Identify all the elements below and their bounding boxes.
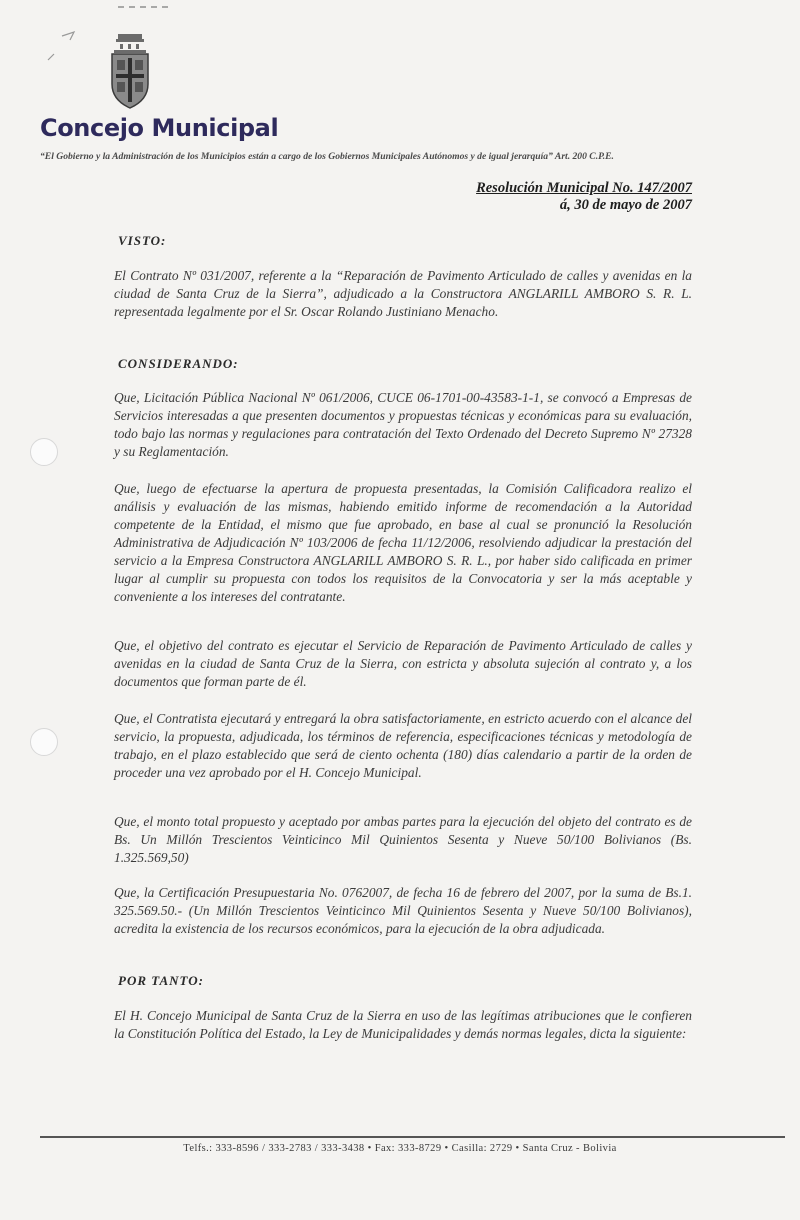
brand-title: Concejo Municipal	[40, 114, 279, 142]
section-considerando: CONSIDERANDO:	[118, 356, 239, 371]
considerando-paragraph-5: Que, el monto total propuesto y aceptado por ambas partes para la ejecución del objeto del contrato es de Bs. Un Millón Trescientos Veinticinco Mil Quinientos Sesenta y Nueve 50/100 Bolivianos (Bs. 1.325.569,50)	[114, 814, 692, 865]
considerando-paragraph-2: Que, luego de efectuarse la apertura de propuesta presentadas, la Comisión Calificadora realizo el análisis y evaluación de las mismas, habiendo emitido informe de recomendación a la Autoridad competente de la Entidad, el mismo que fue aprobado, en base al cual se pronunció la Resolución Administrativa de Adjudicación Nº 103/2006 de fecha 11/12/2006, resolviendo adjudicar la prestación del servicio a la Empresa Constructora ANGLARILL AMBORO S. R. L., por haber sido calificada en primer lugar al cumplir su propuesta con todos los requisitos de la Convocatoria y ser la más aceptable y conveniente a los intereses del contratante.	[114, 481, 692, 604]
footer-separator: •	[364, 1143, 375, 1154]
footer-casilla: Casilla: 2729	[451, 1143, 513, 1154]
section-por-tanto: POR TANTO:	[118, 973, 204, 988]
considerando-paragraph-3: Que, el objetivo del contrato es ejecutar el Servicio de Reparación de Pavimento Articulado de calles y avenidas en la ciudad de Santa Cruz de la Sierra, con estricta y absoluta sujeción al contrato y, a los documentos que forman parte de él.	[114, 638, 692, 689]
footer-divider	[40, 1136, 785, 1138]
punch-hole	[30, 438, 58, 466]
visto-paragraph: El Contrato Nº 031/2007, referente a la “Reparación de Pavimento Articulado de calles y avenidas en la ciudad de Santa Cruz de la Sierra”, adjudicado a la Constructora ANGLARILL AMBORO S. R. L. representada legalmente por el Sr. Oscar Rolando Justiniano Menacho.	[114, 268, 692, 319]
scan-scribble	[40, 30, 100, 70]
punch-hole	[30, 728, 58, 756]
por-tanto-paragraph: El H. Concejo Municipal de Santa Cruz de la Sierra en uso de las legítimas atribuciones que le confieren la Constitución Política del Estado, la Ley de Municipalidades y demás normas legales, dicta la siguiente:	[114, 1008, 692, 1041]
footer-phones: Telfs.: 333-8596 / 333-2783 / 333-3438	[183, 1143, 365, 1154]
motto: “El Gobierno y la Administración de los Municipios están a cargo de los Gobiernos Municipales Autónomos y de igual jerarquía” Art. 200 C.P.E.	[40, 151, 614, 162]
footer-location: Santa Cruz - Bolivia	[522, 1143, 617, 1154]
footer-contact	[0, 1143, 800, 1154]
considerando-paragraph-1: Que, Licitación Pública Nacional Nº 061/2006, CUCE 06-1701-00-43583-1-1, se convocó a Empresas de Servicios interesadas a que presenten documentos y propuestas técnicas y económicas para su evaluación, todo bajo las normas y regulaciones para contratación del Texto Ordenado del Decreto Supremo Nº 27328 y su Reglamentación.	[114, 390, 692, 459]
considerando-paragraph-6: Que, la Certificación Presupuestaria No. 0762007, de fecha 16 de febrero del 2007, por la suma de Bs.1. 325.569.50.- (Un Millón Trescientos Veinticinco Mil Quinientos Sesenta y Nueve 50/100 Bolivianos), acredita la existencia de los recursos económicos, para la ejecución de la obra adjudicada.	[114, 885, 692, 936]
coat-of-arms-icon	[104, 32, 156, 112]
footer-separator: •	[512, 1143, 523, 1154]
footer-fax: Fax: 333-8729	[374, 1143, 442, 1154]
footer-separator: •	[441, 1143, 452, 1154]
section-visto: VISTO:	[118, 233, 167, 248]
scan-mark	[118, 6, 168, 10]
resolution-title: Resolución Municipal No. 147/2007	[476, 180, 692, 196]
considerando-paragraph-4: Que, el Contratista ejecutará y entregará la obra satisfactoriamente, en estricto acuerdo con el alcance del servicio, la propuesta, adjudicada, los términos de referencia, especificaciones técnicas y metodología de trabajo, en el plazo establecido que será de ciento ochenta (180) días calendario a partir de la orden de proceder una vez aprobado por el H. Concejo Municipal.	[114, 711, 692, 780]
resolution-date: á, 30 de mayo de 2007	[559, 197, 692, 213]
